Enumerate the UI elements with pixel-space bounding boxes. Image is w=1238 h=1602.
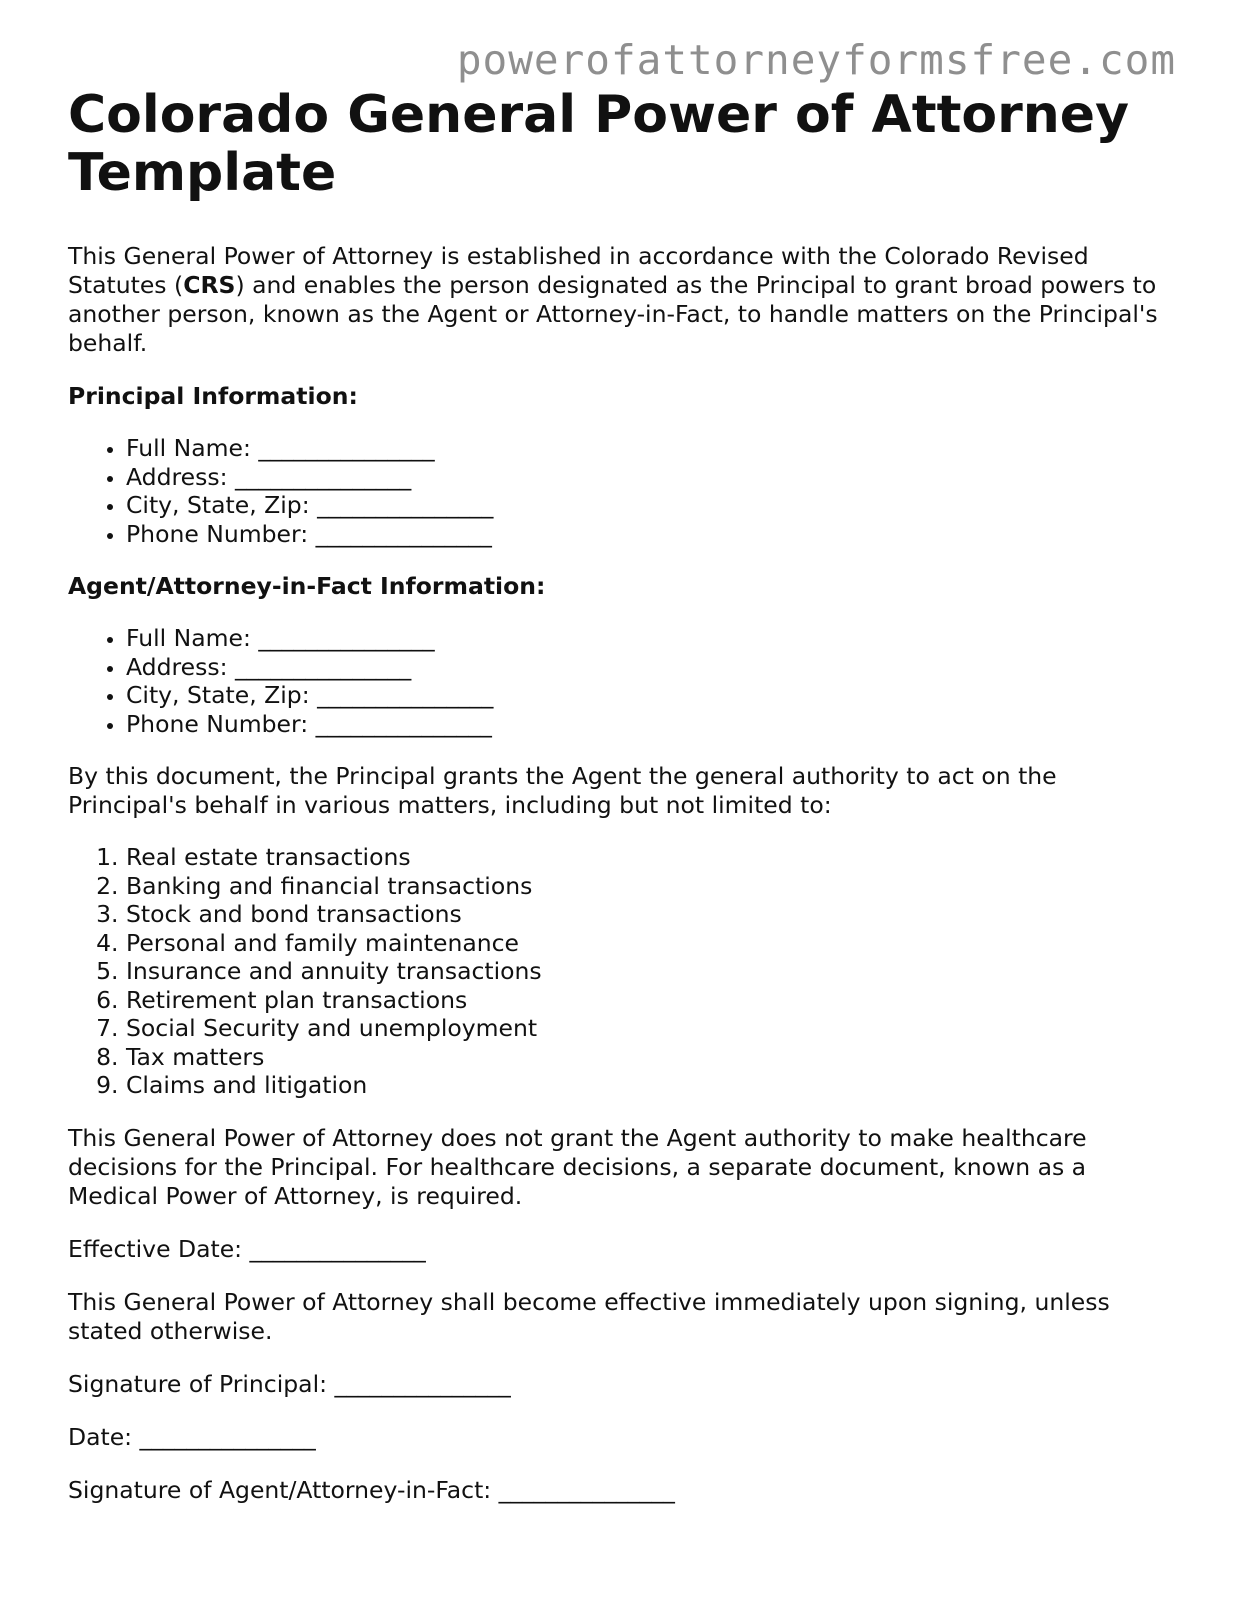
principal-signature-field: Signature of Principal: _______________	[68, 1369, 511, 1398]
healthcare-paragraph: This General Power of Attorney does not grant the Agent authority to make healthcare decisions for the Principal. For healthcare decisions, a separate document, known as a Medical Power of Attorney, is required.	[68, 1123, 1087, 1210]
principal-phone-field: • Phone Number: _______________	[126, 520, 1178, 549]
intro-text-after: ) and enables the person designated as the Principal to grant broad powers to another person, known as the Agent or Attorney-in-Fact, to handle matters on the Principal's behalf.	[68, 271, 1158, 357]
document-body	[68, 86, 1178, 1505]
power-item: 6. Retirement plan transactions	[126, 986, 1178, 1015]
page-title: Colorado General Power of Attorney Template	[68, 85, 1129, 203]
effective-date-field: Effective Date: _______________	[68, 1234, 426, 1263]
agent-full-name-field: • Full Name: _______________	[126, 624, 1178, 653]
agent-signature-field: Signature of Agent/Attorney-in-Fact: _______________	[68, 1475, 675, 1504]
power-item: 4. Personal and family maintenance	[126, 929, 1178, 958]
powers-list	[68, 843, 1178, 1100]
grant-paragraph: By this document, the Principal grants the Agent the general authority to act on the Principal's behalf in various matters, including but not limited to:	[68, 762, 1057, 819]
agent-address-field: • Address: _______________	[126, 653, 1178, 682]
power-item: 2. Banking and financial transactions	[126, 872, 1178, 901]
date-field: Date: _______________	[68, 1422, 316, 1451]
principal-address-field: • Address: _______________	[126, 463, 1178, 492]
principal-full-name-field: • Full Name: _______________	[126, 434, 1178, 463]
power-item: 8. Tax matters	[126, 1043, 1178, 1072]
principal-city-state-zip-field: • City, State, Zip: _______________	[126, 491, 1178, 520]
agent-fields-list	[68, 624, 1178, 738]
agent-city-state-zip-field: • City, State, Zip: _______________	[126, 681, 1178, 710]
power-item: 3. Stock and bond transactions	[126, 900, 1178, 929]
agent-phone-field: • Phone Number: _______________	[126, 710, 1178, 739]
intro-paragraph	[68, 242, 1178, 358]
principal-heading: Principal Information:	[68, 382, 358, 410]
power-item: 7. Social Security and unemployment	[126, 1014, 1178, 1043]
effective-paragraph: This General Power of Attorney shall become effective immediately upon signing, unless stated otherwise.	[68, 1287, 1110, 1345]
power-item: 5. Insurance and annuity transactions	[126, 957, 1178, 986]
power-item: 9. Claims and litigation	[126, 1071, 1178, 1100]
watermark: powerofattorneyformsfree.com	[456, 36, 1176, 84]
intro-text-bold: CRS	[183, 271, 236, 299]
intro-text-before: This General Power of Attorney is established in accordance with the Colorado Revised Statutes (	[68, 242, 1089, 299]
power-item: 1. Real estate transactions	[126, 843, 1178, 872]
agent-heading: Agent/Attorney-in-Fact Information:	[68, 572, 546, 600]
principal-fields-list	[68, 434, 1178, 548]
